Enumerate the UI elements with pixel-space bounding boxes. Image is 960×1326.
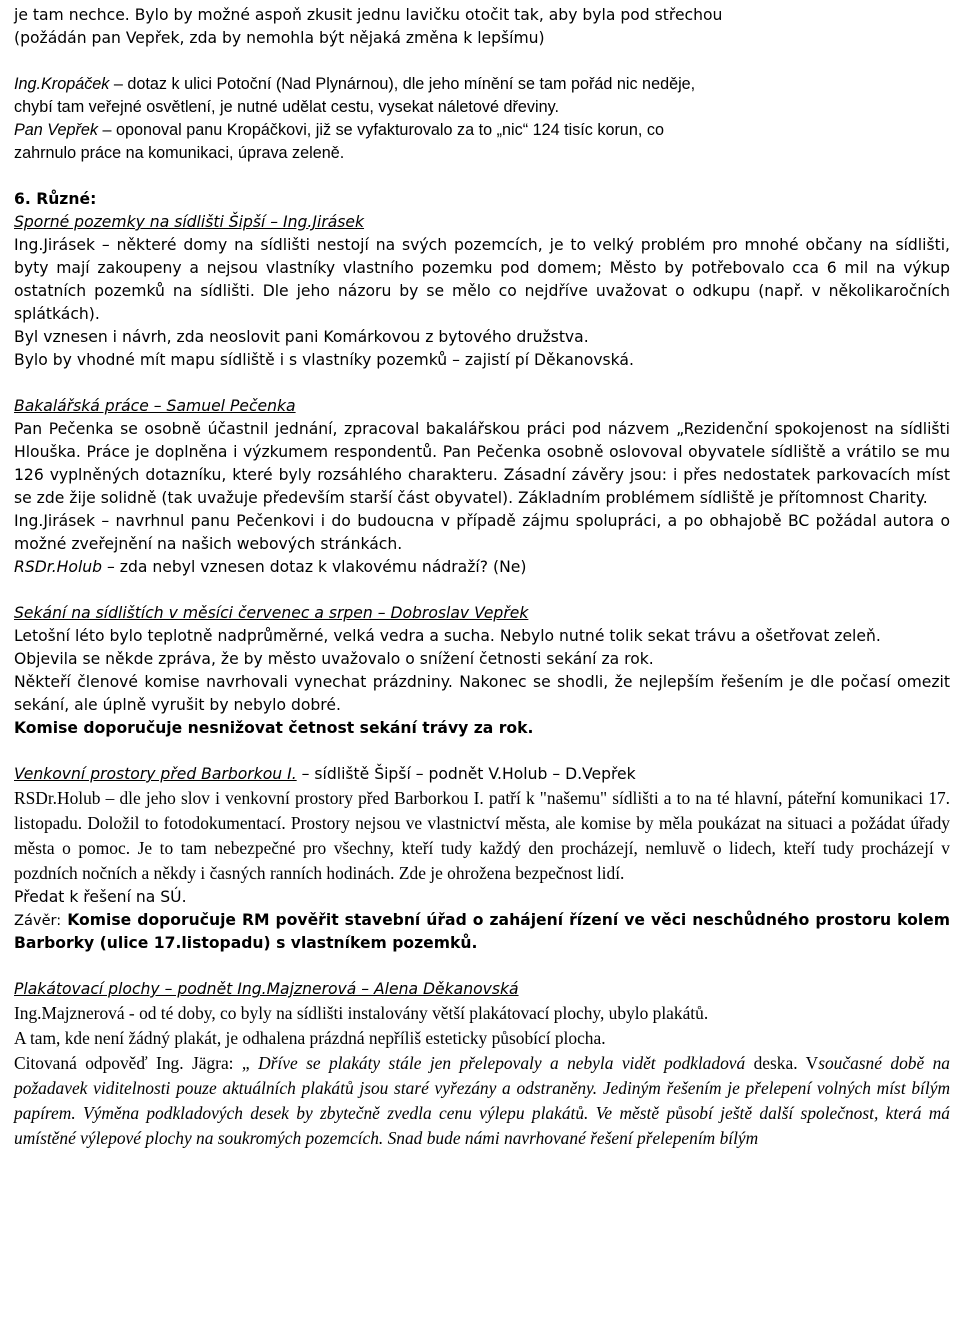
topic-title: Plakátovací plochy – podnět Ing.Majznerová – Alena Děkanovská <box>14 980 519 998</box>
speaker-name: Pan Vepřek <box>14 121 98 139</box>
topic-body: Ing.Jirásek – některé domy na sídlišti nestojí na svých pozemcích, je to velký problém pro mnohé občany na sídlišti, byty mají zakoupeny a nejsou vlastníky vlastního pozemku pod domem; Město by potřebovalo cca 6 mil na výkup ostatních pozemků na sídlišti. Dle jeho názoru by se mělo co nejdříve uvažovat o odkupu (např. v několikaročních splátkách). <box>14 236 950 323</box>
text-span: – oponoval panu Kropáčkovi, již se vyfakturovalo za to „nic“ 124 tisíc korun, co <box>98 121 664 139</box>
text-line: Ing.Majznerová - od té doby, co byly na sídlišti instalovány větší plakátovací plochy, ubylo plakátů. <box>14 1003 709 1023</box>
speaker-name: Ing.Kropáček <box>14 75 110 93</box>
topic-body: Ing.Jirásek – navrhnul panu Pečenkovi i do budoucna v případě zájmu spolupráci, a po obhajobě BC požádal autora o možné zveřejnění na našich webových stránkách. <box>14 512 950 553</box>
topic-body: RSDr.Holub – dle jeho slov i venkovní prostory před Barborkou I. patří k "našemu" sídlišti a to na té hlavní, páteřní komunikaci 17. listopadu. Doložil to fotodokumentací. Prostory nejsou ve vlastnictví města, ale komise by měla poukázat na situaci a požádat úřady města o pomoc. Je to tam nebezpečné pro všechny, kteří tudy každý den procházejí, nemluvě o lidech, kteří tudy procházejí v pozdních nočních a někdy i časných ranních hodinách. Zde je ohrožena bezpečnost lidí. <box>14 788 950 883</box>
topic-plakatovaci-plochy <box>14 978 950 1151</box>
conclusion: Komise doporučuje nesnižovat četnost sekání trávy za rok. <box>14 719 534 737</box>
text-span: – zda nebyl vznesen dotaz k vlakovému nádraží? (Ne) <box>102 558 527 576</box>
text-line: je tam nechce. Bylo by možné aspoň zkusit jednu lavičku otočit tak, aby byla pod střechou <box>14 6 723 24</box>
text-line: Objevila se někde zpráva, že by město uvažovalo o snížení četnosti sekání za rok. <box>14 650 654 668</box>
text-line: Předat k řešení na SÚ. <box>14 888 187 906</box>
conclusion: Komise doporučuje RM pověřit stavební úřad o zahájení řízení ve věci neschůdného prostoru kolem Barborky (ulice 17.listopadu) s vlastníkem pozemků. <box>14 911 950 952</box>
quote-intro: Citovaná odpověď Ing. Jägra: „ <box>14 1053 259 1073</box>
text-line: A tam, kde není žádný plakát, je odhalena prázdná nepříliš esteticky působící plocha. <box>14 1028 606 1048</box>
topic-bakalarska-prace <box>14 395 950 579</box>
topic-body: Někteří členové komise navrhovali vynechat prázdniny. Nakonec se shodli, že nejlepším řešením je dle počasí omezit sekání, ale úplně vyrušit by nebylo dobré. <box>14 673 950 714</box>
text-span: – dotaz k ulici Potoční (Nad Plynárnou), dle jeho mínění se tam pořád nic neděje, <box>109 75 696 93</box>
topic-body: Letošní léto bylo teplotně nadprůměrné, velká vedra a sucha. Nebylo nutné tolik sekat trávu a ošetřovat zeleň. <box>14 627 881 645</box>
topic-barborka <box>14 763 950 955</box>
text-line: (požádán pan Vepřek, zda by nemohla být nějaká změna k lepšímu) <box>14 29 545 47</box>
topic-title: Sporné pozemky na sídlišti Šipší – Ing.Jirásek <box>14 213 365 231</box>
text-line: chybí tam veřejné osvětlení, je nutné udělat cestu, vysekat náletové dřeviny. <box>14 98 559 116</box>
text-line: Byl vznesen i návrh, zda neoslovit pani Komárkovou z bytového družstva. <box>14 328 589 346</box>
text-line: zahrnulo práce na komunikaci, úprava zeleně. <box>14 144 345 162</box>
paragraph-bench <box>14 4 950 50</box>
section-heading: 6. Různé: <box>14 190 97 208</box>
topic-title: Bakalářská práce – Samuel Pečenka <box>14 397 296 415</box>
paragraph-kropacek <box>14 73 950 165</box>
topic-title: Venkovní prostory před Barborkou I. <box>14 765 297 783</box>
topic-title: Sekání na sídlištích v měsíci červenec a srpen – Dobroslav Vepřek <box>14 604 529 622</box>
quote-text: Dříve se plakáty stále jen přelepovaly a nebyla vidět podkladová <box>258 1053 746 1073</box>
topic-body: Pan Pečenka se osobně účastnil jednání, zpracoval bakalářskou práci pod názvem „Rezidenční spokojenost na sídlišti Hlouška. Práce je doplněna i výzkumem respondentů. Pan Pečenka osobně oslovoval obyvatele sídliště a vrátilo se mu 126 vyplněných dotazníku, které byly rozsáhlého charakteru. Zásadní závěry jsou: i přes nedostatek parkovacích míst se zde žije solidně (tak uvažuje především starší část obyvatel). Základním problémem sídliště je přítomnost Charity. <box>14 420 950 507</box>
topic-sekani <box>14 602 950 740</box>
section-ruzne <box>14 188 950 372</box>
text-line: Bylo by vhodné mít mapu sídliště i s vlastníky pozemků – zajistí pí Děkanovská. <box>14 351 634 369</box>
quote-text-plain: deska. V <box>753 1053 819 1073</box>
speaker-name: RSDr.Holub <box>14 558 103 576</box>
document-page <box>14 4 950 1151</box>
quote-text: současné době na požadavek viditelnosti pouze aktuálních plakátů jsou staré vyřezány a odstraněny. Jediným řešením je přelepení volných míst bílým papírem. Výměna podkladových desek by zbytečně zvedla cenu výlepu plakátů. Ve městě působí ještě další společnost, která má umístěné výlepové plochy na soukromých pozemcích. Snad bude námi navrhované řešení přelepením bílým <box>14 1053 950 1148</box>
topic-title-rest: – sídliště Šipší – podnět V.Holub – D.Vepřek <box>296 765 636 783</box>
conclusion-label: Závěr: <box>14 912 62 929</box>
